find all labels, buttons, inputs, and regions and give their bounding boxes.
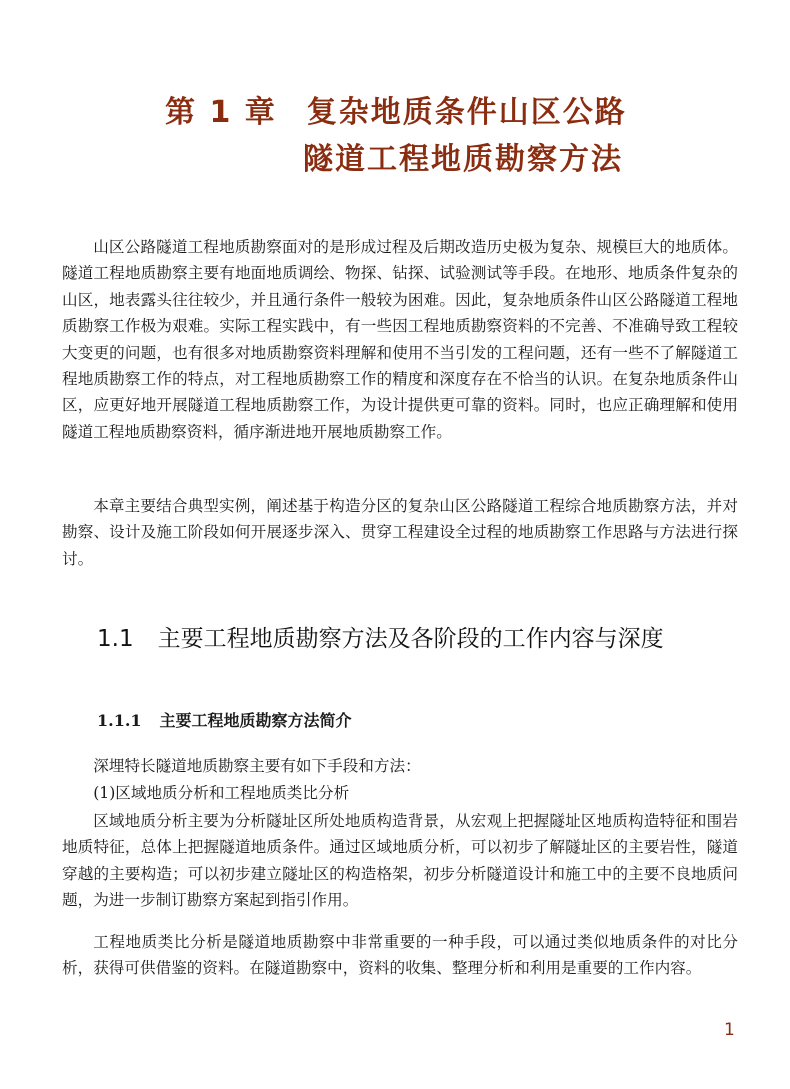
intro-paragraph: 山区公路隧道工程地质勘察面对的是形成过程及后期改造历史极为复杂、规模巨大的地质体。隧道工程地质勘察主要有地面地质调绘、物探、钻探、试验测试等手段。在地形、地质条件复杂的山区，地表露头往往较少，并且通行条件一般较为困难。因此，复杂地质条件山区公路隧道工程地质勘察工作极为艰难。实际工程实践中，有一些因工程地质勘察资料的不完善、不准确导致工程较大变更的问题，也有很多对地质勘察资料理解和使用不当引发的工程问题，还有一些不了解隧道工程地质勘察工作的特点，对工程地质勘察工作的精度和深度存在不恰当的认识。在复杂地质条件山区，应更好地开展隧道工程地质勘察工作，为设计提供更可靠的资料。同时，也应正确理解和使用隧道工程地质勘察资料，循序渐进地开展地质勘察工作。 bbox=[62, 238, 738, 441]
section-heading bbox=[97, 620, 664, 653]
subsection-heading bbox=[97, 708, 352, 731]
body-paragraph: 工程地质类比分析是隧道地质勘察中非常重要的一种手段，可以通过类似地质条件的对比分析，获得可供借鉴的资料。在隧道勘察中，资料的收集、整理分析和利用是重要的工作内容。 bbox=[62, 933, 738, 978]
intro-paragraph: 本章主要结合典型实例，阐述基于构造分区的复杂山区公路隧道工程综合地质勘察方法，并对勘察、设计及施工阶段如何开展逐步深入、贯穿工程建设全过程的地质勘察工作思路与方法进行探讨。 bbox=[62, 497, 738, 568]
chapter-number: 第 1 章 bbox=[165, 95, 277, 130]
section-number: 1.1 bbox=[97, 626, 134, 652]
body-paragraph: 深埋特长隧道地质勘察主要有如下手段和方法： bbox=[93, 757, 421, 775]
body-list-heading: (1)区域地质分析和工程地质类比分析 bbox=[93, 784, 350, 802]
chapter-title-line2: 隧道工程地质勘察方法 bbox=[303, 142, 623, 177]
chapter-title-text-1: 复杂地质条件山区公路 bbox=[306, 95, 627, 130]
subsection-number: 1.1.1 bbox=[97, 711, 142, 730]
chapter-title-line1 bbox=[165, 87, 790, 131]
body-paragraph: 区域地质分析主要为分析隧址区所处地质构造背景，从宏观上把握隧址区地质构造特征和围岩地质特征，总体上把握隧道地质条件。通过区域地质分析，可以初步了解隧址区的主要岩性，隧道穿越的主要构造；可以初步建立隧址区的构造格架，初步分析隧道设计和施工中的主要不良地质问题，为进一步制订勘察方案起到指引作用。 bbox=[62, 812, 738, 910]
page-number: 1 bbox=[724, 1020, 735, 1040]
section-title: 主要工程地质勘察方法及各阶段的工作内容与深度 bbox=[157, 626, 664, 652]
subsection-title: 主要工程地质勘察方法简介 bbox=[159, 711, 352, 730]
